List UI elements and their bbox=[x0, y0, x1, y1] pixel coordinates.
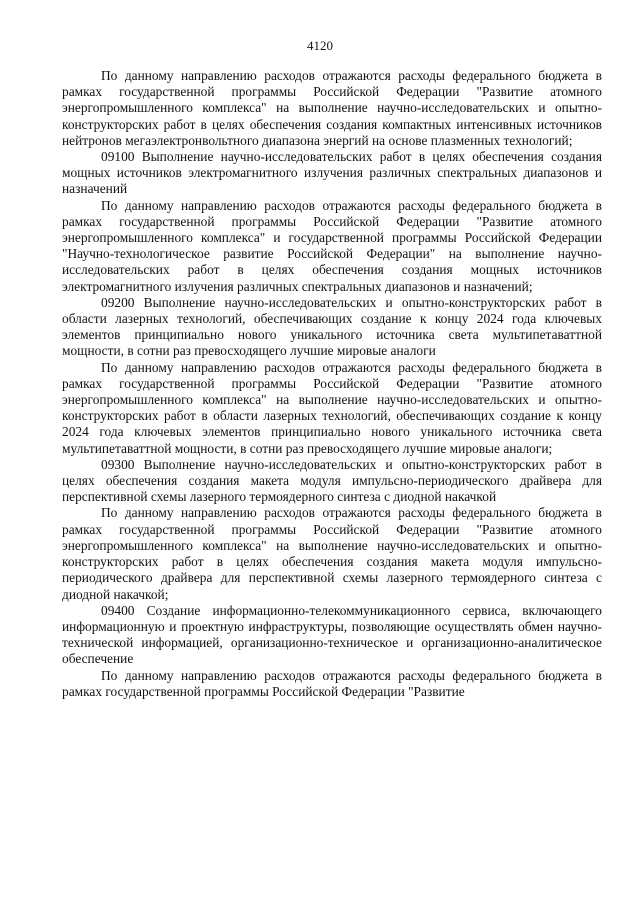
paragraph-code-09400: 09400 Создание информационно-телекоммуникационного сервиса, включающего информационную и проектную инфраструктуры, позволяющие осуществлять обмен научно-технической информацией, организационно-техническое и организационно-аналитическое обеспечение bbox=[62, 602, 602, 667]
paragraph-funding-driver-module: По данному направлению расходов отражаются расходы федерального бюджета в рамках государственной программы Российской Федерации "Развитие атомного энергопромышленного комплекса" на выполнение научно-исследовательских и опытно-конструкторских работ в целях обеспечения создания макета модуля импульсно-периодического драйвера для перспективной схемы лазерного термоядерного синтеза с диодной накачкой; bbox=[62, 505, 602, 602]
paragraph-funding-continued: По данному направлению расходов отражаются расходы федерального бюджета в рамках государственной программы Российской Федерации "Развитие bbox=[62, 667, 602, 699]
document-body bbox=[62, 68, 602, 700]
paragraph-funding-plasma-neutron-sources: По данному направлению расходов отражаются расходы федерального бюджета в рамках государственной программы Российской Федерации "Развитие атомного энергопромышленного комплекса" на выполнение научно-исследовательских и опытно-конструкторских работ в целях обеспечения создания компактных интенсивных источников нейтронов мегаэлектронвольтного диапазона энергий на основе плазменных технологий; bbox=[62, 68, 602, 148]
paragraph-code-09200: 09200 Выполнение научно-исследовательских и опытно-конструкторских работ в области лазерных технологий, обеспечивающих создание к концу 2024 года ключевых элементов принципиально нового уникального источника света мультипетаваттной мощности, в сотни раз превосходящего лучшие мировые аналоги bbox=[62, 294, 602, 359]
paragraph-funding-electromagnetic-sources: По данному направлению расходов отражаются расходы федерального бюджета в рамках государственной программы Российской Федерации "Развитие атомного энергопромышленного комплекса" и государственной программы Российской Федерации "Научно-технологическое развитие Российской Федерации" на выполнение научно-исследовательских работ в целях обеспечения создания мощных источников электромагнитного излучения различных спектральных диапазонов и назначений; bbox=[62, 197, 602, 294]
page-number: 4120 bbox=[307, 38, 333, 53]
paragraph-funding-laser-technologies: По данному направлению расходов отражаются расходы федерального бюджета в рамках государственной программы Российской Федерации "Развитие атомного энергопромышленного комплекса" на выполнение научно-исследовательских и опытно-конструкторских работ в области лазерных технологий, обеспечивающих создание к концу 2024 года ключевых элементов принципиально нового уникального источника света мультипетаваттной мощности, в сотни раз превосходящего лучшие мировые аналоги; bbox=[62, 359, 602, 456]
paragraph-code-09300: 09300 Выполнение научно-исследовательских и опытно-конструкторских работ в целях обеспечения создания макета модуля импульсно-периодического драйвера для перспективной схемы лазерного термоядерного синтеза с диодной накачкой bbox=[62, 456, 602, 505]
paragraph-code-09100: 09100 Выполнение научно-исследовательских работ в целях обеспечения создания мощных источников электромагнитного излучения различных спектральных диапазонов и назначений bbox=[62, 149, 602, 197]
